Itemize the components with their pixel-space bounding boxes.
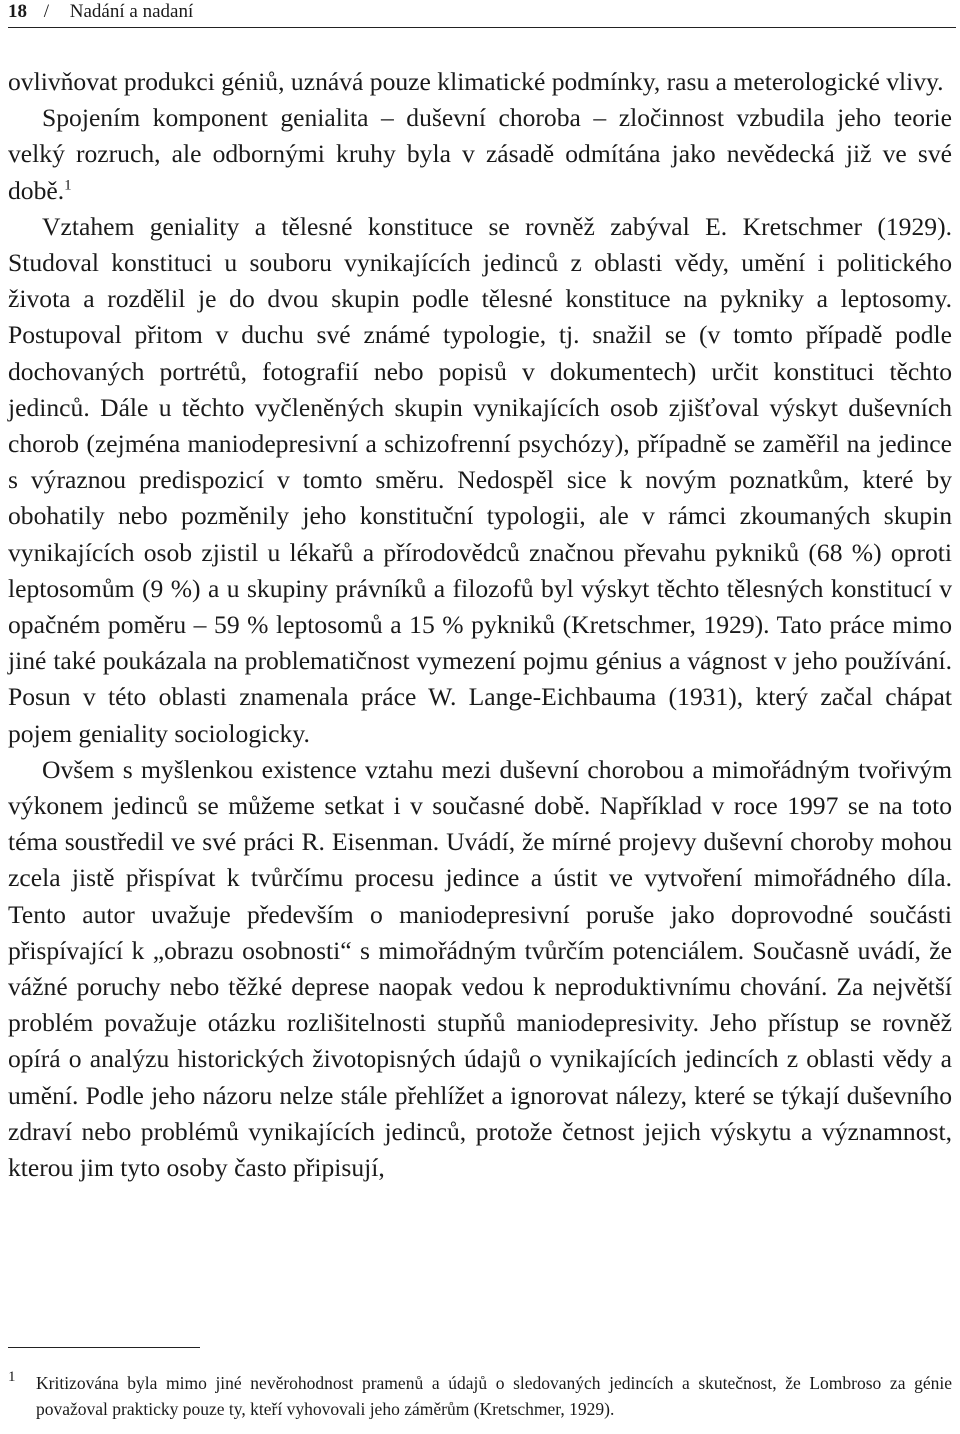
footnote-text: Kritizována byla mimo jiné nevěrohodnost pramenů a údajů o sledovaných jedincích a skutečnost, že Lombroso za génie považoval prakticky pouze ty, kteří vyhovovali jeho záměrům (Kretschmer, 1929). <box>36 1373 952 1419</box>
body-text <box>8 64 952 1186</box>
footnote-divider <box>8 1347 200 1348</box>
footnote-reference[interactable]: 1 <box>64 177 72 194</box>
paragraph-continuation: ovlivňovat produkci géniů, uznává pouze klimatické podmínky, rasu a meterologické vlivy. <box>8 67 944 96</box>
paragraph-lombroso <box>8 100 952 209</box>
footnote <box>8 1370 952 1422</box>
paragraph-eisenman: Ovšem s myšlenkou existence vztahu mezi duševní chorobou a mimořádným tvořivým výkonem jedinců se můžeme setkat i v současné době. Například v roce 1997 se na toto téma soustředil ve své práci R. Eisenman. Uvádí, že mírné projevy duševní choroby mohou zcela jistě přispívat k tvůrčímu procesu jedince a ústit ve vytvoření mimořádného díla. Tento autor uvažuje především o maniodepresivní poruše jako doprovodné součásti přispívající k „obrazu osobnosti“ s mimořádným tvůrčím potenciálem. Současně uvádí, že vážné poruchy nebo těžké deprese naopak vedou k neproduktivnímu chování. Za největší problém považuje otázku rozlišitelnosti stupňů maniodepresivity. Jeho přístup se rovněž opírá o analýzu historických životopisných údajů o vynikajících jedincích z oblasti vědy a umění. Podle jeho názoru nelze stále přehlížet a ignorovat nálezy, které se týkají duševního zdraví nebo problémů vynikajících jedinců, protože četnost jejich výskytu a významnost, kterou jim tyto osoby často připisují, <box>8 754 952 1183</box>
paragraph-kretschmer: Vztahem geniality a tělesné konstituce se rovněž zabýval E. Kretschmer (1929). Studoval konstituci u souboru vynikajících jedinců z oblasti vědy, umění i politického života a rozdělil je do dvou skupin podle tělesné konstituce na pykniky a leptosomy. Postupoval přitom v duchu své známé typologie, tj. snažil se (v tomto případě podle dochovaných portrétů, fotografií nebo popisů v dokumentech) určit konstituci těchto jedinců. Dále u těchto vyčleněných skupin vynikajících osob zjišťoval výskyt duševních chorob (zejména maniodepresivní a schizofrenní psychózy), případně se zaměřil na jedince s výraznou predispozicí v tomto směru. Nedospěl sice k novým poznatkům, které by obohatily nebo pozměnily jeho konstituční typologii, ale v rámci zkoumaných skupin vynikajících osob zjistil u lékařů a přírodovědců značnou převahu pykniků (68 %) oproti leptosomům (9 %) a u skupiny právníků a filozofů byl výskyt těchto tělesných konstitucí v opačném poměru – 59 % leptosomů a 15 % pykniků (Kretschmer, 1929). Tato práce mimo jiné také poukázala na problematičnost vymezení pojmu génius a vágnost v jeho používání. Posun v této oblasti znamenala práce W. Lange-Eichbauma (1931), který začal chápat pojem geniality sociologicky. <box>8 211 952 748</box>
footnote-number: 1 <box>8 1369 16 1385</box>
paragraph-lombroso-text: Spojením komponent genialita – duševní choroba – zločinnost vzbudila jeho teorie velký rozruch, ale odbornými kruhy byla v zásadě odmítána jako nevědecká již ve své době. <box>8 103 952 205</box>
running-header <box>8 0 956 28</box>
running-title: Nadání a nadaní <box>69 1 194 22</box>
page-number: 18 <box>8 1 27 22</box>
header-separator: / <box>43 1 50 22</box>
